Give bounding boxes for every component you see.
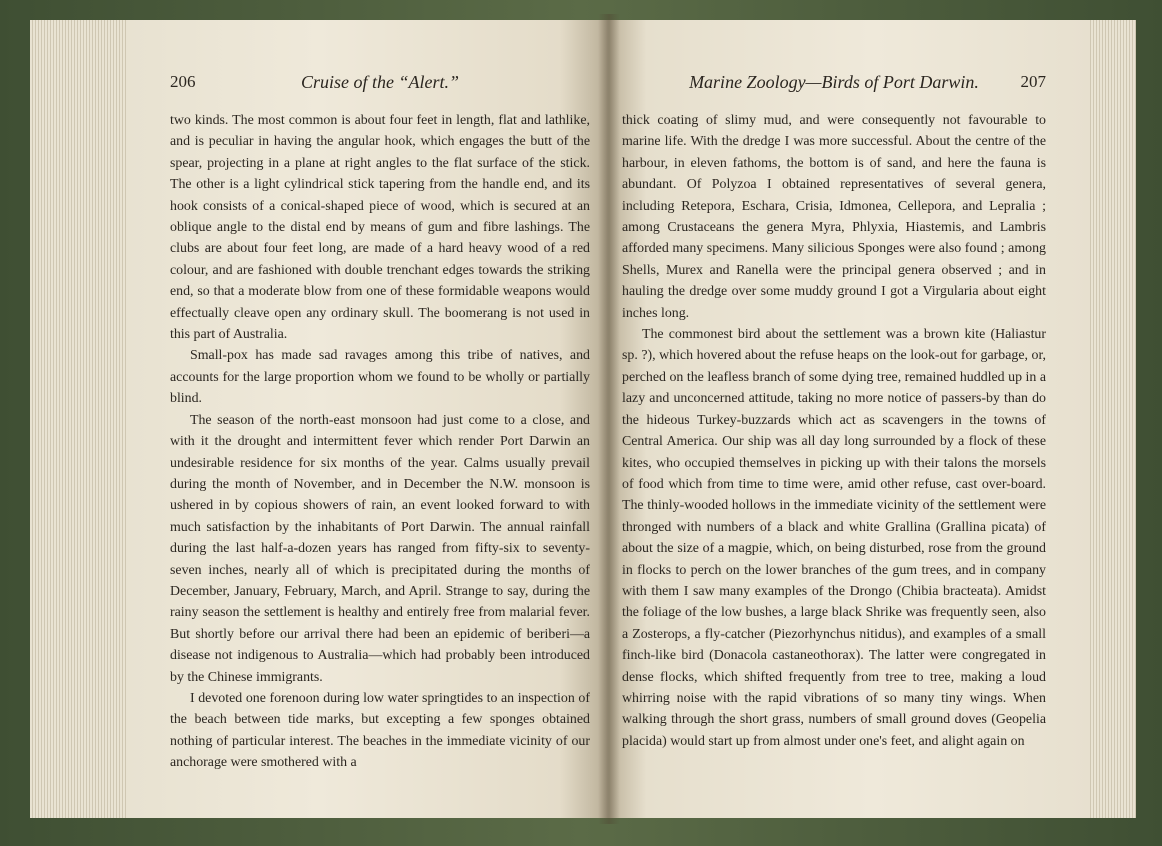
left-running-title: Cruise of the “Alert.” <box>300 72 459 92</box>
book-gutter <box>598 14 620 824</box>
paragraph: I devoted one forenoon during low water springtides to an inspection of the beach between tide marks, but excepting a few sponges obtained nothing of particular interest. The beaches in the immediate vicinity of our anchorage were smothered with a <box>170 690 590 771</box>
left-page-header <box>170 72 590 102</box>
right-page-number: 207 <box>1020 72 1046 91</box>
left-page-number: 206 <box>170 72 196 91</box>
page-edges-left <box>30 20 130 818</box>
right-running-title: Marine Zoology—Birds of Port Darwin. <box>689 72 979 92</box>
right-page <box>608 20 1090 818</box>
left-page <box>126 20 608 818</box>
paragraph: Small-pox has made sad ravages among this tribe of natives, and accounts for the large proportion whom we found to be wholly or partially blind. <box>170 348 590 407</box>
left-page-body <box>170 110 590 774</box>
paragraph: two kinds. The most common is about four feet in length, flat and lathlike, and is peculiar in having the angular hook, which engages the butt of the spear, projecting in a plane at right angles to the flat surface of the stick. The other is a light cylindrical stick tapering from the handle end, and its hook consists of a conical-shaped piece of wood, which is secured at an oblique angle to the distal end by means of gum and fibre lashings. The clubs are about four feet long, are made of a hard heavy wood of a red colour, and are fashioned with double trenchant edges towards the striking end, so that a moderate blow from one of these formidable weapons would effectually cleave open any ordinary skull. The boomerang is not used in this part of Australia. <box>170 113 590 343</box>
paragraph: The season of the north-east monsoon had just come to a close, and with it the drought and intermittent fever which render Port Darwin an undesirable residence for six months of the year. Calms usually prevail during the month of November, and in December the N.W. monsoon is ushered in by copious showers of rain, an event looked forward to with much satisfaction by the inhabitants of Port Darwin. The annual rainfall during the last half-a-dozen years has ranged from fifty-six to seventy-seven inches, nearly all of which is precipitated during the months of December, January, February, March, and April. Strange to say, during the rainy season the settlement is healthy and entirely free from malarial fever. But shortly before our arrival there had been an epidemic of beriberi—a disease not indigenous to Australia—which had probably been introduced by the Chinese immigrants. <box>170 412 590 685</box>
paragraph: The commonest bird about the settlement was a brown kite (Haliastur sp. ?), which hovered about the refuse heaps on the look-out for garbage, or, perched on the leafless branch of some dying tree, remained huddled up in a lazy and unconcerned attitude, taking no more notice of passers-by than do the hideous Turkey-buzzards which act as scavengers in the towns of Central America. Our ship was all day long surrounded by a flock of these kites, who occupied themselves in picking up with their talons the morsels of food which from time to time were, amid other refuse, cast over-board. The thinly-wooded hollows in the immediate vicinity of the settlement were thronged with numbers of a black and white Grallina (Grallina picata) of about the size of a magpie, which, on being disturbed, rose from the ground in flocks to perch on the lower branches of the gum trees, and in company with them I saw many examples of the Drongo (Chibia bracteata). Amidst the foliage of the low bushes, a large black Shrike was frequently seen, also a Zosterops, a fly-catcher (Piezorhynchus nitidus), and examples of a small finch-like bird (Donacola castaneothorax). The latter were congregated in dense flocks, which shifted frequently from tree to tree, making a loud whirring noise with the rapid vibrations of so many tiny wings. When walking through the short grass, numbers of small ground doves (Geopelia placida) would start up from almost under one's feet, and alight again on <box>622 327 1046 749</box>
right-page-header <box>622 72 1046 102</box>
right-page-body <box>622 110 1046 752</box>
paragraph: thick coating of slimy mud, and were consequently not favourable to marine life. With the dredge I was more successful. About the centre of the harbour, in eleven fathoms, the bottom is of sand, and here the fauna is abundant. Of Polyzoa I obtained representatives of several genera, including Retepora, Eschara, Crisia, Idmonea, Cellepora, and Lepralia ; among Crustaceans the genera Myra, Phlyxia, Hiastemis, and Lambris afforded many specimens. Many silicious Sponges were also found ; among Shells, Murex and Ranella were the principal genera observed ; and in hauling the dredge over some muddy ground I got a Virgularia about eight inches long. <box>622 113 1046 321</box>
